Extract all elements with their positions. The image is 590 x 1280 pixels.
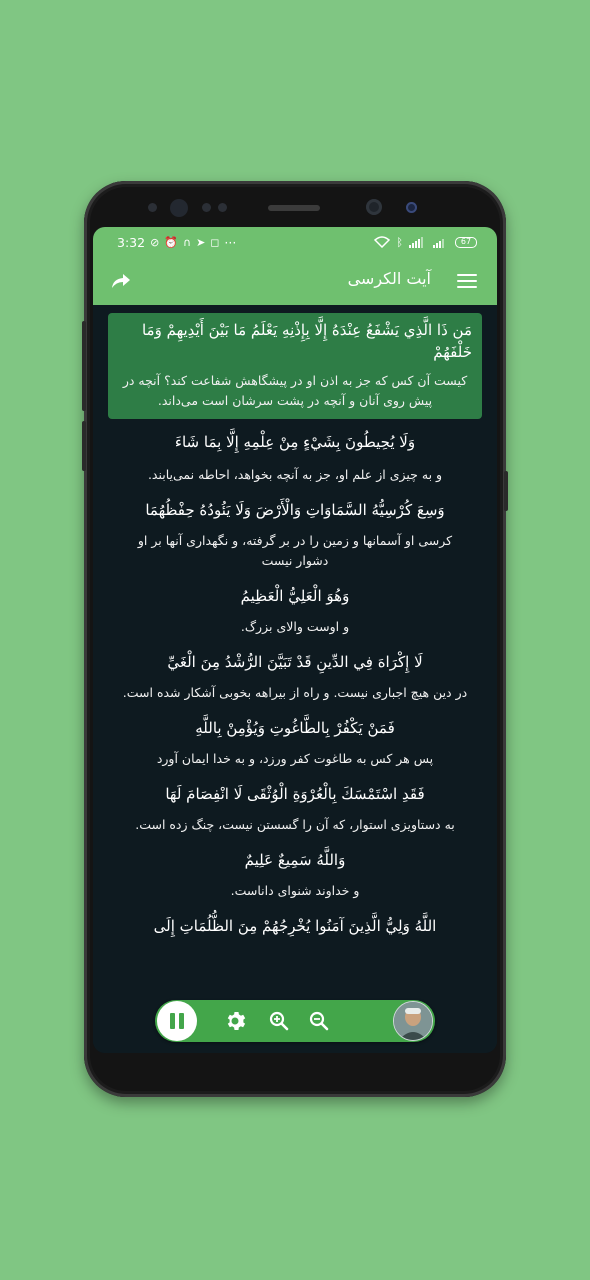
- wifi-icon: [374, 236, 390, 248]
- verse-arabic: وَهُوَ الْعَلِيُّ الْعَظِيمُ: [240, 587, 350, 605]
- status-right: [374, 236, 477, 248]
- more-notifications: ···: [224, 234, 237, 250]
- reciter-avatar[interactable]: [393, 1001, 433, 1041]
- sensor-dot: [218, 203, 227, 212]
- alarm-icon: ⏰: [164, 235, 178, 249]
- battery-level: 67: [460, 237, 472, 246]
- verse-item-active[interactable]: [108, 313, 482, 419]
- verse-arabic: وَسِعَ كُرْسِيُّهُ السَّمَاوَاتِ وَالْأَرْضَ وَلَا يَئُودُهُ حِفْظُهُمَا: [145, 501, 445, 519]
- verse-item[interactable]: [93, 431, 497, 485]
- reciter-photo: [394, 1002, 432, 1040]
- verse-item[interactable]: [93, 849, 497, 901]
- verse-arabic: فَقَدِ اسْتَمْسَكَ بِالْعُرْوَةِ الْوُثْقَى لَا انْفِصَامَ لَهَا: [165, 785, 425, 803]
- instagram-icon: ◻: [210, 235, 220, 249]
- verse-translation: و اوست والای بزرگ.: [240, 619, 350, 634]
- audio-player-bar: [155, 1000, 435, 1042]
- sensor-dot: [148, 203, 157, 212]
- verse-translation: کیست آن کس که جز به اذن او در پیشگاهش شفاعت کند؟ آنچه در پیش روی آنان و آنچه در پشت سرشان است می‌داند.: [122, 373, 468, 408]
- verse-item[interactable]: [93, 915, 497, 937]
- headset-icon: ∩: [183, 235, 192, 249]
- verses-list[interactable]: [93, 305, 497, 1053]
- signal-icon: [409, 237, 427, 248]
- bluetooth-icon: ᛒ: [396, 235, 403, 249]
- status-bar: [93, 227, 497, 257]
- app-bar: [93, 257, 497, 305]
- verse-arabic: وَلَا يُحِيطُونَ بِشَيْءٍ مِنْ عِلْمِهِ إِلَّا بِمَا شَاءَ: [174, 433, 416, 451]
- menu-icon[interactable]: [457, 274, 477, 288]
- verse-translation: در دین هیچ اجباری نیست. و راه از بیراهه بخوبی آشکار شده است.: [122, 685, 468, 700]
- app-screen: [93, 227, 497, 1053]
- verse-item[interactable]: [93, 783, 497, 835]
- verse-arabic: لَا إِكْرَاهَ فِي الدِّينِ قَدْ تَبَيَّنَ الرُّشْدُ مِنَ الْغَيِّ: [167, 653, 423, 671]
- mute-icon: ⊘: [150, 235, 160, 249]
- top-bezel: [84, 181, 506, 229]
- earpiece-speaker: [268, 205, 320, 211]
- pause-button[interactable]: [157, 1001, 197, 1041]
- verse-translation: پس هر کس به طاغوت کفر ورزد، و به خدا ایمان آورد: [156, 751, 434, 766]
- verse-arabic: مَن ذَا الَّذِي يَشْفَعُ عِنْدَهُ إِلَّا بِإِذْنِهِ يَعْلَمُ مَا بَيْنَ أَيْدِيهِمْ وَمَا خَلْفَهُمْ: [141, 321, 472, 361]
- verse-arabic: وَاللَّهُ سَمِيعٌ عَلِيمٌ: [244, 851, 346, 869]
- page-title: آیت الکرسی: [347, 269, 431, 288]
- verse-translation: به دستاویزی استوار، که آن را گسستن نیست، چنگ زده است.: [135, 817, 455, 832]
- signal-icon-2: [433, 237, 449, 248]
- verse-item[interactable]: [93, 585, 497, 637]
- zoom-out-icon[interactable]: [307, 1009, 331, 1033]
- verse-item[interactable]: [93, 499, 497, 571]
- volume-button: [82, 321, 86, 411]
- share-icon[interactable]: [109, 269, 133, 293]
- sensor-dot: [202, 203, 211, 212]
- verse-translation: کرسی او آسمانها و زمین را در بر گرفته، و نگهداری آنها بر او دشوار نیست: [137, 533, 453, 568]
- iris-sensor: [366, 199, 382, 215]
- bixby-button: [82, 421, 86, 471]
- bottom-bezel: [93, 1053, 497, 1093]
- verse-item[interactable]: [93, 651, 497, 703]
- verse-translation: و به چیزی از علم او، جز به آنچه بخواهد، احاطه نمی‌یابند.: [147, 467, 443, 482]
- verse-arabic: فَمَنْ يَكْفُرْ بِالطَّاغُوتِ وَيُؤْمِنْ بِاللَّهِ: [195, 719, 395, 737]
- verse-item[interactable]: [93, 717, 497, 769]
- status-left: [117, 235, 236, 250]
- pause-icon: [170, 1013, 184, 1029]
- power-button: [504, 471, 508, 511]
- verse-arabic: اللَّهُ وَلِيُّ الَّذِينَ آمَنُوا يُخْرِجُهُمْ مِنَ الظُّلُمَاتِ إِلَى: [153, 917, 437, 935]
- zoom-in-icon[interactable]: [267, 1009, 291, 1033]
- telegram-icon: ➤: [196, 235, 206, 249]
- battery-icon: [455, 237, 477, 248]
- status-time: 3:32: [117, 234, 146, 250]
- front-camera: [170, 199, 188, 217]
- proximity-sensor: [406, 202, 417, 213]
- gear-icon[interactable]: [223, 1009, 247, 1033]
- verse-translation: و خداوند شنوای داناست.: [230, 883, 360, 898]
